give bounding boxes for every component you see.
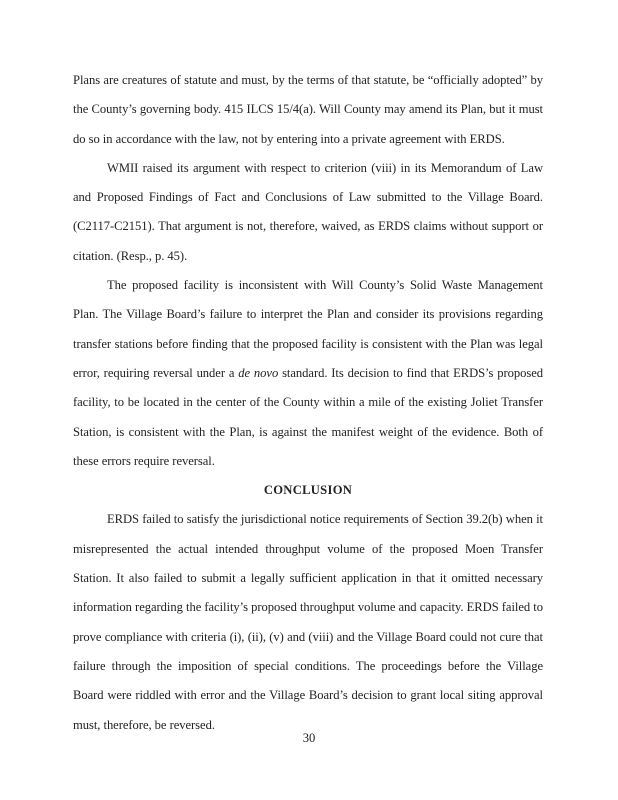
document-body xyxy=(73,66,543,740)
paragraph-text-start: The proposed facility is inconsistent with Will County’s Solid Waste Management Plan. The Village Board’s failure to interpret the Plan and consider its provisions regarding transfer stations before finding that the proposed facility is consistent with the Plan was legal error, requiring reversal under a xyxy=(73,278,543,380)
paragraph-criterion-viii: WMII raised its argument with respect to criterion (viii) in its Memorandum of Law and Proposed Findings of Fact and Conclusions of Law submitted to the Village Board. (C2117-C2151). That argument is not, therefore, waived, as ERDS claims without support or citation. (Resp., p. 45). xyxy=(73,160,543,263)
paragraph-conclusion: ERDS failed to satisfy the jurisdictional notice requirements of Section 39.2(b) when it misrepresented the actual intended throughput volume of the proposed Moen Transfer Station. It also failed to submit a legally sufficient application in that it omitted necessary information regarding the facility’s proposed throughput volume and capacity. ERDS failed to prove compliance with criteria (i), (ii), (v) and (viii) and the Village Board could not cure that failure through the imposition of special conditions. The proceedings before the Village Board were riddled with error and the Village Board’s decision to grant local siting approval must, therefore, be reversed. xyxy=(73,512,543,732)
paragraph-text-end: standard. Its decision to find that ERDS’s proposed facility, to be located in the center of the County within a mile of the existing Joliet Transfer Station, is consistent with the Plan, is against the manifest weight of the evidence. Both of these errors require reversal. xyxy=(73,365,544,468)
italic-term: de novo xyxy=(238,365,279,380)
page-number: 30 xyxy=(302,731,316,745)
paragraph-inconsistent-facility xyxy=(73,271,543,476)
section-heading: CONCLUSION xyxy=(263,483,353,498)
paragraph-plans-statute: Plans are creatures of statute and must, by the terms of that statute, be “officially adopted” by the County’s governing body. 415 ILCS 15/4(a). Will County may amend its Plan, but it must do so in accordance with the law, not by entering into a private agreement with ERDS. xyxy=(73,73,543,146)
